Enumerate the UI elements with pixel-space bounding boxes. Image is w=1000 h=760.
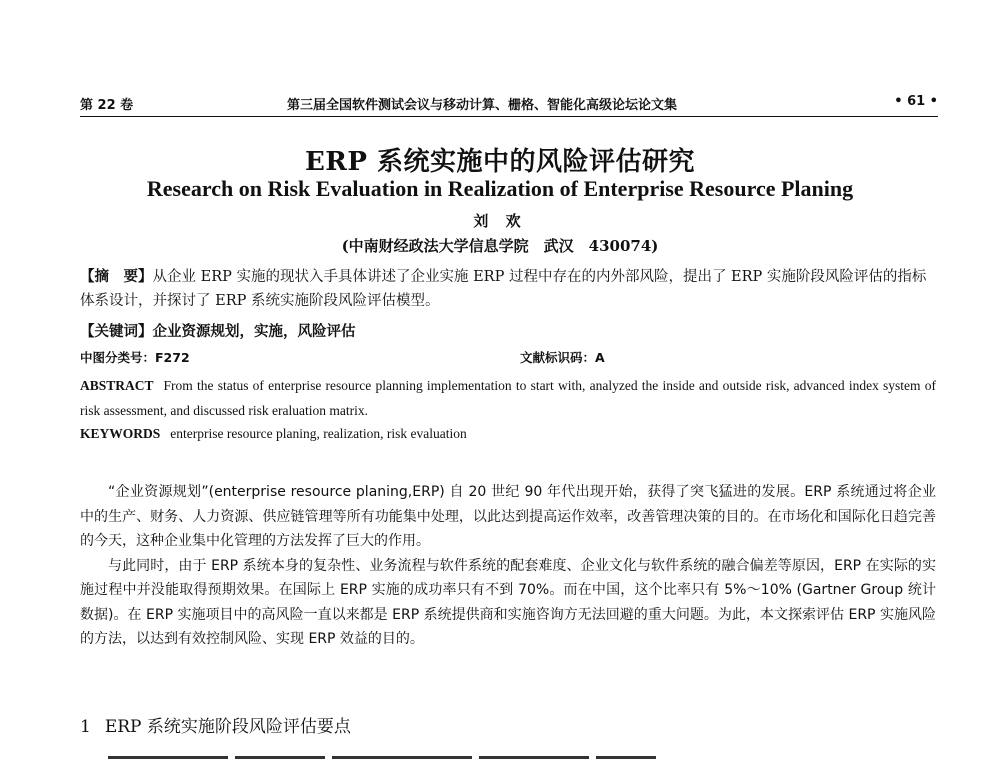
keywords-english-label: KEYWORDS: [80, 426, 161, 441]
abstract-english-text: From the status of enterprise resource planning implementation to start with, analyzed the inside and outside risk, advanced index system of risk assessment, and discussed risk eraluation matrix.: [80, 378, 936, 418]
abstract-chinese: [80, 265, 936, 313]
doc-code-label: 文献标识码：: [520, 350, 596, 365]
author-name: 刘 欢: [473, 212, 527, 230]
document-code: [520, 348, 605, 366]
section-number: 1: [80, 717, 91, 737]
abstract-english: [80, 373, 936, 423]
keywords-chinese: [80, 320, 936, 341]
body-paragraph: 与此同时，由于 ERP 系统本身的复杂性、业务流程与软件系统的配套难度、企业文化与软件系统的融合偏差等原因，ERP 在实际的实施过程中并没能取得预期效果。在国际上 ERP 实施的成功率只有不到 70%。而在中国，这个比率只有 5%～10% (Gartner Group 统计数据)。在 ERP 实施项目中的高风险一直以来都是 ERP 系统提供商和实施咨询方无法回避的重大问题。为此，本文探索评估 ERP 实施风险的方法，以达到有效控制风险、实现 ERP 效益的目的。: [80, 557, 936, 647]
proceedings-title: 第三届全国软件测试会议与移动计算、栅格、智能化高级论坛论文集: [287, 98, 678, 113]
page-number: • 61 •: [894, 94, 938, 109]
clc-value: F272: [155, 350, 190, 365]
clc-label: 中图分类号：: [80, 350, 156, 365]
body-paragraph: “企业资源规划”(enterprise resource planing,ERP) 自 20 世纪 90 年代出现开始，获得了突飞猛进的发展。ERP 系统通过将企业中的生产、财务、人力资源、供应链管理等所有功能集中处理，以此达到提高运作效率，改善管理决策的目的。在市场化和国际化日趋完善的今天，这种企业集中化管理的方法发挥了巨大的作用。: [80, 484, 936, 549]
body-text: [80, 480, 936, 652]
header-rule: [80, 116, 938, 117]
title-english: Research on Risk Evaluation in Realization of Enterprise Resource Planing: [146, 176, 854, 201]
keywords-english-text: enterprise resource planing, realization, risk evaluation: [170, 426, 467, 441]
keywords-chinese-text: 企业资源规划，实施，风险评估: [152, 323, 356, 340]
cutoff-text-line: [108, 752, 668, 760]
keywords-chinese-label: 【关键词】: [80, 323, 153, 340]
volume-label: 第 22 卷: [80, 98, 134, 113]
section-title: ERP 系统实施阶段风险评估要点: [104, 717, 351, 737]
clc-number: [80, 348, 190, 366]
abstract-chinese-label: 【摘 要】: [80, 268, 153, 285]
running-header: [80, 94, 938, 116]
abstract-chinese-text: 从企业 ERP 实施的现状入手具体讲述了企业实施 ERP 过程中存在的内外部风险，提出了 ERP 实施阶段风险评估的指标体系设计，并探讨了 ERP 系统实施阶段风险评估模型。: [80, 269, 927, 309]
abstract-english-label: ABSTRACT: [80, 378, 154, 393]
section-heading: [80, 712, 936, 737]
author-affiliation: (中南财经政法大学信息学院 武汉 430074): [341, 237, 659, 255]
keywords-english: [80, 426, 936, 442]
doc-code-value: A: [595, 350, 605, 365]
title-chinese: ERP 系统实施中的风险评估研究: [304, 147, 696, 177]
classification-line: [80, 348, 936, 366]
